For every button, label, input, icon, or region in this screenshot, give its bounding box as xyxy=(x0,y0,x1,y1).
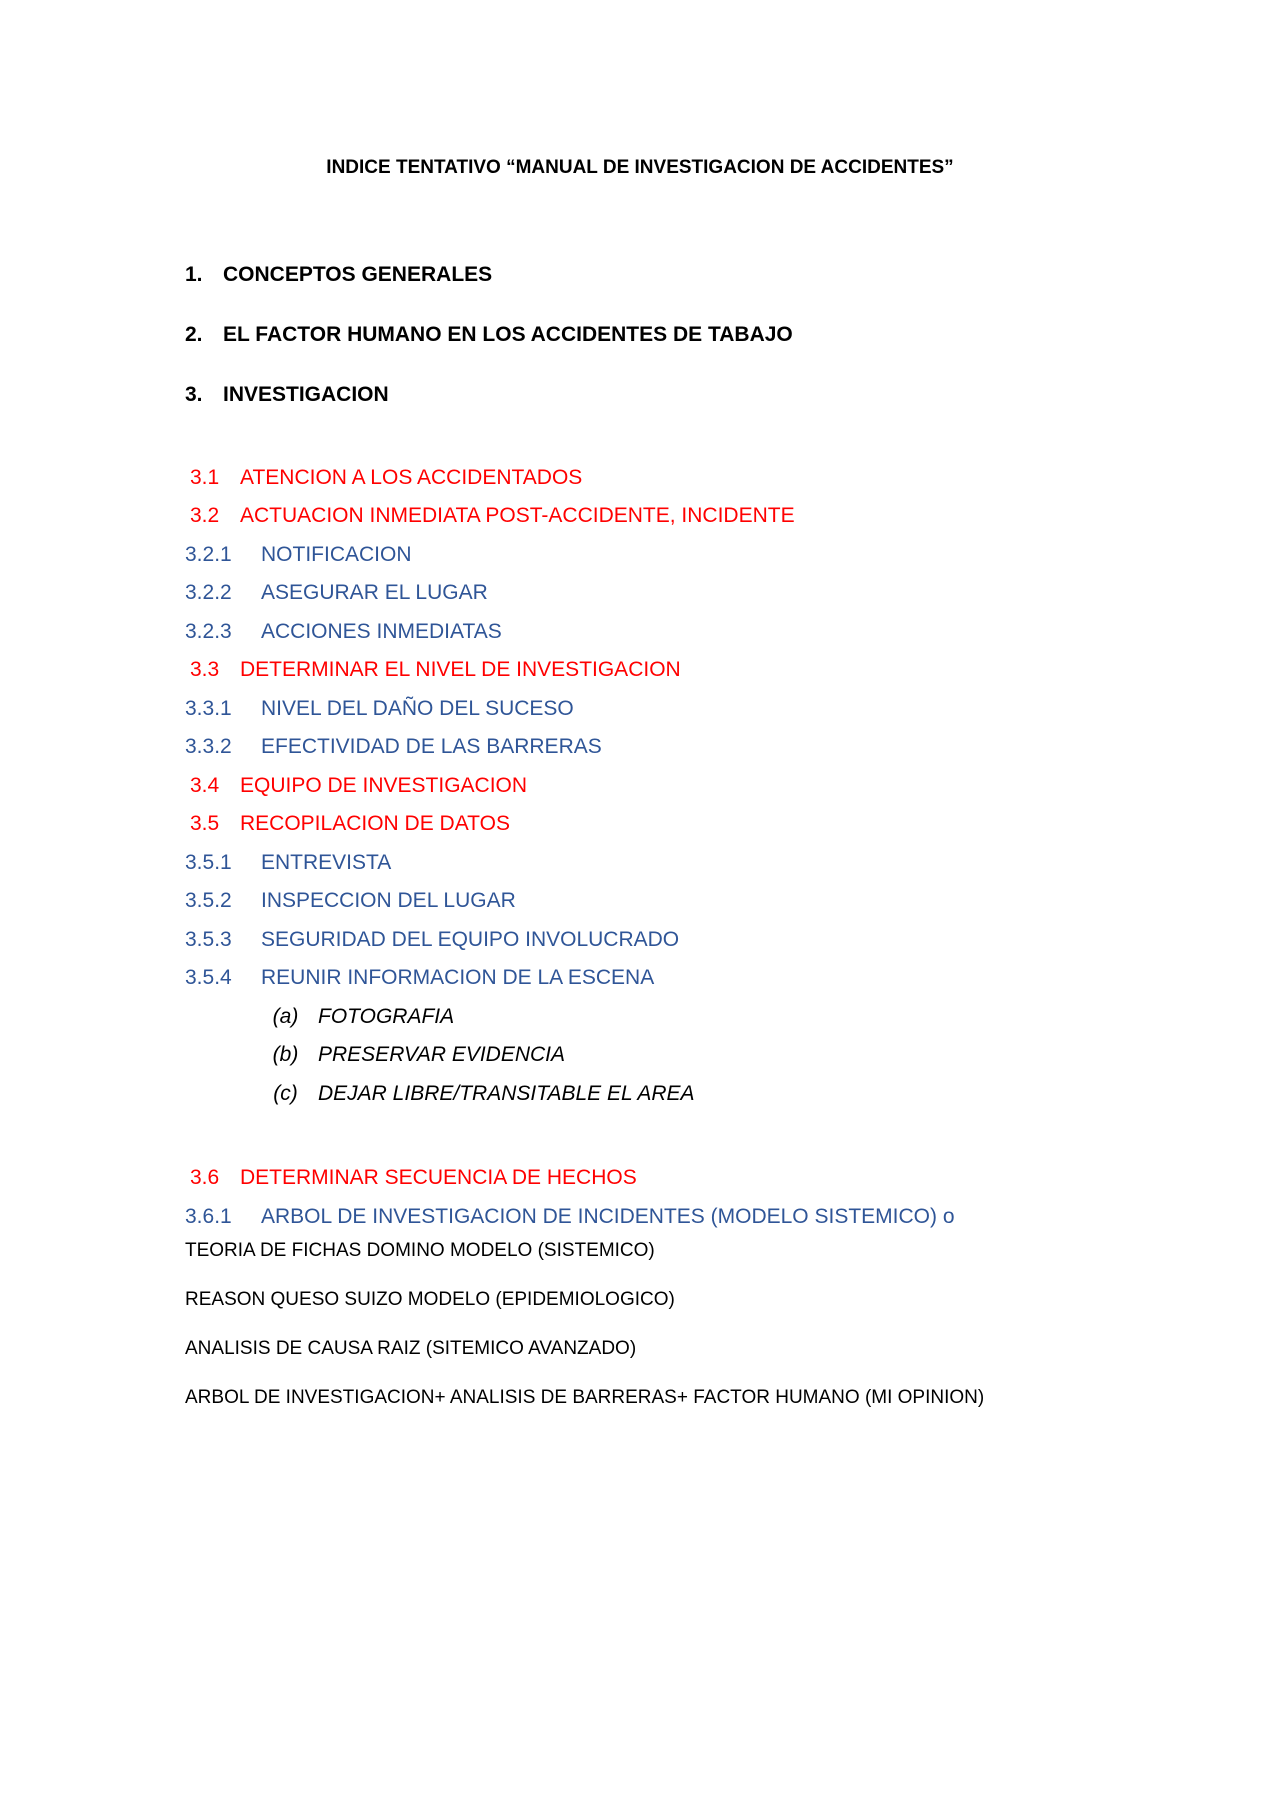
document-title: INDICE TENTATIVO “MANUAL DE INVESTIGACION DE ACCIDENTES” xyxy=(326,157,954,178)
section-3-4: 3.4 EQUIPO DE INVESTIGACION xyxy=(190,774,528,797)
subsection-3-3-1: 3.3.1 NIVEL DEL DAÑO DEL SUCESO xyxy=(185,697,574,720)
note-line: TEORIA DE FICHAS DOMINO MODELO (SISTEMICO) xyxy=(185,1240,655,1261)
subsection-3-2-2: 3.2.2 ASEGURAR EL LUGAR xyxy=(185,581,488,604)
chapter-1: 1. CONCEPTOS GENERALES xyxy=(185,263,493,286)
subsection-3-5-2: 3.5.2 INSPECCION DEL LUGAR xyxy=(185,889,516,912)
note-line: ANALISIS DE CAUSA RAIZ (SITEMICO AVANZADO) xyxy=(185,1338,637,1359)
subsection-3-5-1: 3.5.1 ENTREVISTA xyxy=(185,851,392,874)
section-3-2: 3.2 ACTUACION INMEDIATA POST-ACCIDENTE, INCIDENTE xyxy=(190,504,795,527)
section-3-6: 3.6 DETERMINAR SECUENCIA DE HECHOS xyxy=(190,1166,637,1189)
item-c: (c) DEJAR LIBRE/TRANSITABLE EL AREA xyxy=(273,1082,695,1105)
subsection-3-6-1: 3.6.1 ARBOL DE INVESTIGACION DE INCIDENTES (MODELO SISTEMICO) o xyxy=(185,1205,955,1228)
subsection-3-5-3: 3.5.3 SEGURIDAD DEL EQUIPO INVOLUCRADO xyxy=(185,928,680,951)
chapter-2: 2. EL FACTOR HUMANO EN LOS ACCIDENTES DE TABAJO xyxy=(185,323,793,346)
chapter-3: 3. INVESTIGACION xyxy=(185,383,389,406)
subsection-3-2-3: 3.2.3 ACCIONES INMEDIATAS xyxy=(185,620,502,643)
item-a: (a) FOTOGRAFIA xyxy=(272,1005,455,1028)
subsection-3-2-1: 3.2.1 NOTIFICACION xyxy=(185,543,412,566)
subsection-3-3-2: 3.3.2 EFECTIVIDAD DE LAS BARRERAS xyxy=(185,735,602,758)
section-3-3: 3.3 DETERMINAR EL NIVEL DE INVESTIGACION xyxy=(190,658,681,681)
note-line: REASON QUESO SUIZO MODELO (EPIDEMIOLOGICO) xyxy=(185,1289,675,1310)
section-3-1: 3.1 ATENCION A LOS ACCIDENTADOS xyxy=(190,466,583,489)
note-line: ARBOL DE INVESTIGACION+ ANALISIS DE BARRERAS+ FACTOR HUMANO (MI OPINION) xyxy=(185,1387,985,1408)
subsection-3-5-4: 3.5.4 REUNIR INFORMACION DE LA ESCENA xyxy=(185,966,655,989)
section-3-5: 3.5 RECOPILACION DE DATOS xyxy=(190,812,510,835)
item-b: (b) PRESERVAR EVIDENCIA xyxy=(272,1043,566,1066)
